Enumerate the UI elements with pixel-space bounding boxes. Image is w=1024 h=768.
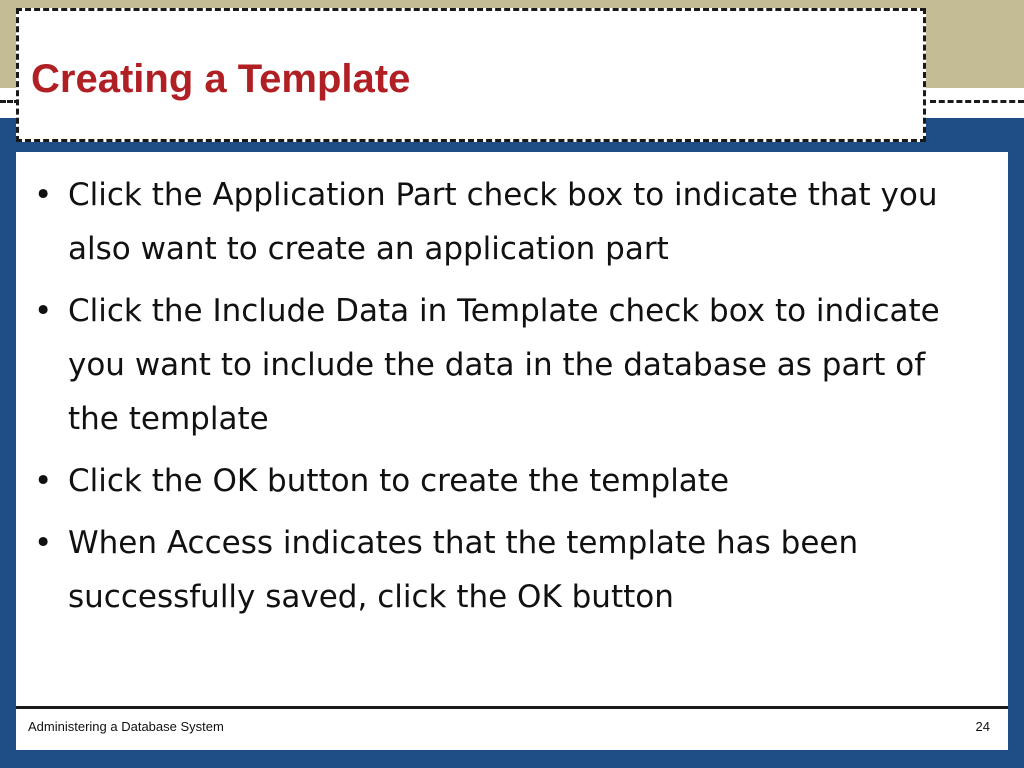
bullet-text: Click the Include Data in Template check box to indicate you want to include the data in the database as part of the template — [68, 293, 940, 437]
bullet-item — [30, 168, 960, 276]
bullet-item — [30, 454, 960, 508]
bullet-text: Click the Application Part check box to indicate that you also want to create an application part — [68, 177, 938, 267]
footer-text: Administering a Database System — [28, 719, 224, 734]
bullet-dot-icon: • — [34, 293, 53, 329]
bullet-text: Click the OK button to create the template — [68, 463, 730, 499]
bullet-item — [30, 516, 960, 624]
page-number: 24 — [975, 719, 990, 734]
bullet-item — [30, 284, 960, 446]
slide-title: Creating a Template — [31, 57, 411, 101]
dashed-line-right — [930, 100, 1024, 103]
content-panel — [16, 152, 1008, 706]
footer-bar — [16, 706, 1008, 750]
bullet-text: When Access indicates that the template has been successfully saved, click the OK button — [68, 525, 859, 615]
bullet-dot-icon: • — [34, 525, 53, 561]
bullet-dot-icon: • — [34, 177, 53, 213]
bullet-dot-icon: • — [34, 463, 53, 499]
title-box — [16, 8, 926, 142]
bullet-list — [30, 168, 960, 632]
